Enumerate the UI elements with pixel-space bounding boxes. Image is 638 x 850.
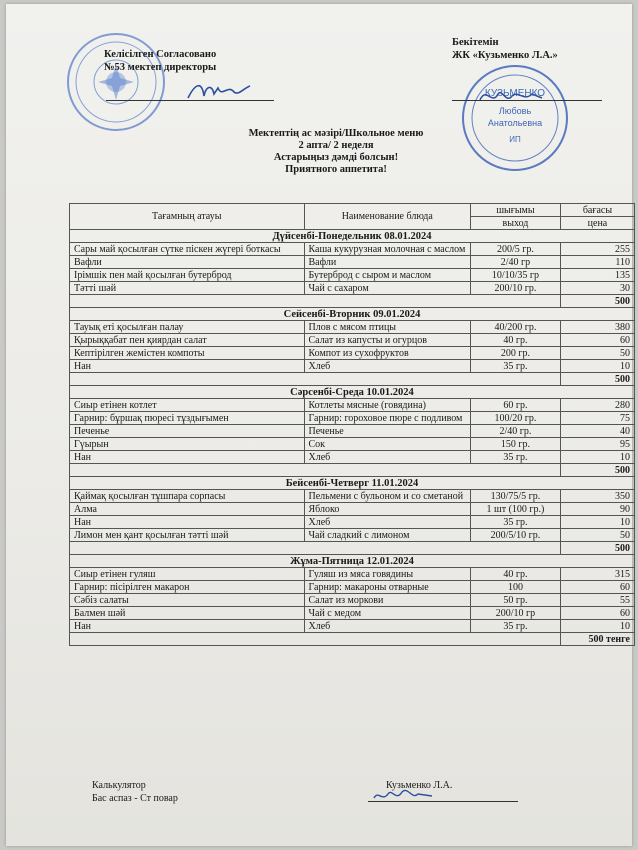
- dish-output: 200/10 гр: [471, 607, 561, 620]
- menu-table: [69, 203, 635, 646]
- dish-ru: Вафли: [304, 256, 471, 269]
- approval-left-line2: №53 мектеп директоры: [104, 62, 217, 73]
- title-line3: Астарыңыз дәмді болсын!: [273, 152, 399, 163]
- dish-output: 150 гр.: [471, 438, 561, 451]
- table-row: [70, 516, 635, 529]
- table-row: [70, 490, 635, 503]
- dish-output: 40 гр.: [471, 334, 561, 347]
- table-row: [70, 451, 635, 464]
- day-title-row: [70, 230, 635, 243]
- dish-ru: Хлеб: [304, 516, 471, 529]
- dish-output: 200/5 гр.: [471, 243, 561, 256]
- table-row: [70, 503, 635, 516]
- dish-output: 100/20 гр.: [471, 412, 561, 425]
- dish-output: 10/10/35 гр: [471, 269, 561, 282]
- table-row: [70, 529, 635, 542]
- day-title-row: [70, 555, 635, 568]
- menu-document: [6, 4, 632, 846]
- dish-price: 50: [560, 347, 634, 360]
- dish-kz: Ірімшік пен май қосылған бутерброд: [70, 269, 305, 282]
- table-row: [70, 321, 635, 334]
- day-total: 500 тенге: [560, 633, 634, 646]
- footer-left: [92, 779, 178, 805]
- day-title: Сейсенбі-Вторник 09.01.2024: [70, 308, 635, 321]
- total-spacer: [70, 373, 561, 386]
- table-row: [70, 360, 635, 373]
- dish-kz: Вафли: [70, 256, 305, 269]
- dish-ru: Хлеб: [304, 620, 471, 633]
- dish-output: 130/75/5 гр.: [471, 490, 561, 503]
- total-spacer: [70, 633, 561, 646]
- approval-right-line2: ЖК «Кузьменко Л.А.»: [452, 50, 558, 61]
- dish-ru: Хлеб: [304, 451, 471, 464]
- footer-chef: Бас аспаз - Ст повар: [92, 793, 178, 804]
- dish-ru: Хлеб: [304, 360, 471, 373]
- dish-kz: Балмен шәй: [70, 607, 305, 620]
- table-row: [70, 425, 635, 438]
- dish-kz: Нан: [70, 360, 305, 373]
- dish-price: 90: [560, 503, 634, 516]
- dish-price: 95: [560, 438, 634, 451]
- entrepreneur-signature: [476, 84, 546, 110]
- table-row: [70, 334, 635, 347]
- dish-price: 10: [560, 360, 634, 373]
- table-row: [70, 269, 635, 282]
- table-row: [70, 568, 635, 581]
- director-signature: [184, 78, 254, 106]
- table-row: [70, 256, 635, 269]
- day-total-row: [70, 373, 635, 386]
- dish-kz: Нан: [70, 451, 305, 464]
- dish-kz: Сәбіз салаты: [70, 594, 305, 607]
- header-out-bottom: выход: [471, 217, 561, 230]
- dish-kz: Тәтті шәй: [70, 282, 305, 295]
- table-row: [70, 594, 635, 607]
- dish-output: 40/200 гр.: [471, 321, 561, 334]
- dish-price: 60: [560, 334, 634, 347]
- day-total: 500: [560, 464, 634, 477]
- dish-ru: Каша кукурузная молочная с маслом: [304, 243, 471, 256]
- dish-ru: Чай с медом: [304, 607, 471, 620]
- title-line2: 2 апта/ 2 неделя: [298, 140, 374, 151]
- stamp-type: ИП: [509, 135, 521, 144]
- table-row: [70, 412, 635, 425]
- menu-body: [70, 230, 635, 646]
- header-kz: Тағамның атауы: [70, 204, 305, 230]
- dish-ru: Чай с сахаром: [304, 282, 471, 295]
- dish-kz: Гүырын: [70, 438, 305, 451]
- table-row: [70, 399, 635, 412]
- dish-ru: Салат из капусты и огурцов: [304, 334, 471, 347]
- dish-price: 10: [560, 451, 634, 464]
- dish-price: 30: [560, 282, 634, 295]
- dish-kz: Нан: [70, 620, 305, 633]
- dish-ru: Сок: [304, 438, 471, 451]
- dish-output: 35 гр.: [471, 451, 561, 464]
- dish-kz: Нан: [70, 516, 305, 529]
- table-header-row: [70, 204, 635, 217]
- dish-price: 75: [560, 412, 634, 425]
- total-spacer: [70, 542, 561, 555]
- dish-price: 315: [560, 568, 634, 581]
- day-title-row: [70, 308, 635, 321]
- dish-ru: Яблоко: [304, 503, 471, 516]
- table-row: [70, 347, 635, 360]
- dish-kz: Кептірілген жемістен компоты: [70, 347, 305, 360]
- stamp-middle: Анатольевна: [487, 118, 543, 128]
- table-row: [70, 282, 635, 295]
- title-line1: Мектептің ас мәзірі/Школьное меню: [248, 128, 424, 139]
- dish-output: 2/40 гр: [471, 256, 561, 269]
- table-row: [70, 438, 635, 451]
- dish-output: 40 гр.: [471, 568, 561, 581]
- menu-title: [231, 128, 441, 176]
- title-line4: Приятного аппетита!: [285, 164, 387, 175]
- dish-price: 10: [560, 516, 634, 529]
- stamp-name: КУЗЬМЕНКО: [484, 88, 546, 99]
- entrepreneur-seal-stamp: [459, 62, 571, 174]
- day-title: Сәрсенбі-Среда 10.01.2024: [70, 386, 635, 399]
- dish-kz: Сиыр етінен гуляш: [70, 568, 305, 581]
- table-row: [70, 620, 635, 633]
- dish-output: 35 гр.: [471, 620, 561, 633]
- dish-kz: Печенье: [70, 425, 305, 438]
- school-seal-stamp: [64, 30, 168, 134]
- footer-name: Кузьменко Л.А.: [386, 780, 453, 791]
- dish-output: 200/10 гр.: [471, 282, 561, 295]
- day-title: Дүйсенбі-Понедельник 08.01.2024: [70, 230, 635, 243]
- footer-signature: [370, 784, 440, 806]
- dish-ru: Котлеты мясные (говядина): [304, 399, 471, 412]
- dish-kz: Тауық еті қосылған палау: [70, 321, 305, 334]
- approval-left-line1: Келісілген Согласовано: [104, 49, 217, 60]
- dish-price: 60: [560, 581, 634, 594]
- dish-ru: Салат из моркови: [304, 594, 471, 607]
- dish-output: 35 гр.: [471, 516, 561, 529]
- dish-price: 50: [560, 529, 634, 542]
- dish-price: 55: [560, 594, 634, 607]
- table-row: [70, 607, 635, 620]
- day-title-row: [70, 477, 635, 490]
- dish-price: 10: [560, 620, 634, 633]
- table-row: [70, 581, 635, 594]
- dish-ru: Гарнир: гороховое пюре с подливом: [304, 412, 471, 425]
- dish-kz: Сиыр етінен котлет: [70, 399, 305, 412]
- day-total-row: [70, 633, 635, 646]
- dish-kz: Сары май қосылған сүтке піскен жүгері боткасы: [70, 243, 305, 256]
- day-total: 500: [560, 542, 634, 555]
- dish-kz: Лимон мен қант қосылған тәтті шәй: [70, 529, 305, 542]
- day-total-row: [70, 464, 635, 477]
- approval-left: [104, 48, 216, 74]
- dish-output: 200/5/10 гр.: [471, 529, 561, 542]
- dish-price: 255: [560, 243, 634, 256]
- dish-output: 2/40 гр.: [471, 425, 561, 438]
- approval-right-line1: Бекітемін: [452, 37, 499, 48]
- header-price-bottom: цена: [560, 217, 634, 230]
- dish-kz: Гарнир: бұршақ пюресі тұздығымен: [70, 412, 305, 425]
- approval-right: [452, 36, 558, 62]
- dish-ru: Печенье: [304, 425, 471, 438]
- stamp-first: Любовь: [498, 106, 532, 116]
- dish-kz: Гарнир: пісірілген макарон: [70, 581, 305, 594]
- dish-output: 50 гр.: [471, 594, 561, 607]
- header-price-top: бағасы: [560, 204, 634, 217]
- total-spacer: [70, 295, 561, 308]
- dish-price: 135: [560, 269, 634, 282]
- dish-price: 350: [560, 490, 634, 503]
- dish-output: 1 шт (100 гр.): [471, 503, 561, 516]
- dish-price: 40: [560, 425, 634, 438]
- header-out-top: шығымы: [471, 204, 561, 217]
- dish-price: 380: [560, 321, 634, 334]
- day-title: Бейсенбі-Четверг 11.01.2024: [70, 477, 635, 490]
- day-total: 500: [560, 373, 634, 386]
- dish-price: 60: [560, 607, 634, 620]
- dish-ru: Бутерброд с сыром и маслом: [304, 269, 471, 282]
- day-total-row: [70, 542, 635, 555]
- dish-kz: Қырыққабат пен қиярдан салат: [70, 334, 305, 347]
- footer-calculator: Калькулятор: [92, 780, 146, 791]
- dish-ru: Чай сладкий с лимоном: [304, 529, 471, 542]
- table-row: [70, 243, 635, 256]
- dish-output: 60 гр.: [471, 399, 561, 412]
- dish-price: 110: [560, 256, 634, 269]
- day-total-row: [70, 295, 635, 308]
- dish-ru: Гарнир: макароны отварные: [304, 581, 471, 594]
- dish-ru: Пельмени с бульоном и со сметаной: [304, 490, 471, 503]
- dish-output: 100: [471, 581, 561, 594]
- header-ru: Наименование блюда: [304, 204, 471, 230]
- dish-output: 200 гр.: [471, 347, 561, 360]
- total-spacer: [70, 464, 561, 477]
- dish-kz: Қаймақ қосылған тұшпара сорпасы: [70, 490, 305, 503]
- dish-kz: Алма: [70, 503, 305, 516]
- day-title-row: [70, 386, 635, 399]
- day-total: 500: [560, 295, 634, 308]
- dish-ru: Плов с мясом птицы: [304, 321, 471, 334]
- dish-ru: Гуляш из мяса говядины: [304, 568, 471, 581]
- dish-price: 280: [560, 399, 634, 412]
- day-title: Жұма-Пятница 12.01.2024: [70, 555, 635, 568]
- dish-output: 35 гр.: [471, 360, 561, 373]
- dish-ru: Компот из сухофруктов: [304, 347, 471, 360]
